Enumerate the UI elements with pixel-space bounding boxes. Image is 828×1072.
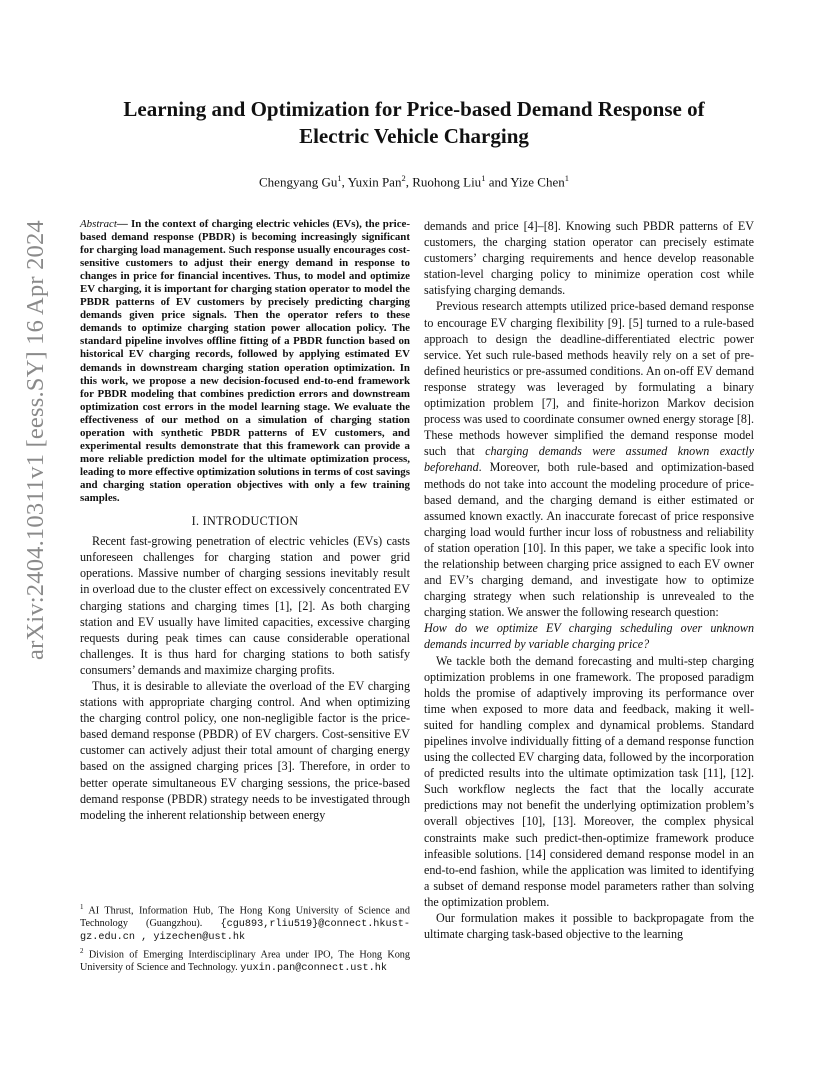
paragraph: Thus, it is desirable to alleviate the overload of the EV charging stations with appropriate charging control. And when optimizing the charging control policy, one non-negligible factor is the price-based demand response (PBDR) of EV chargers. Cost-sensitive EV customer can actively adjust their total amount of charging energy based on the assigned charging prices [3]. Therefore, in order to better operate simultaneous EV charging sessions, the price-based demand response (PBDR) strategy needs to be investigated through modeling the inherent relationship between energy bbox=[80, 678, 410, 822]
paragraph-text: Previous research attempts utilized price-based demand response to encourage EV charging flexibility [9]. [5] turned to a rule-based approach to design the deadline-differentiated electric power service. Yet such rule-based methods heavily rely on a set of pre-defined heuristics or pre-assumed conditions. An on-off EV demand response strategy was leveraged by formulating a binary optimization problem [7], and finite-horizon Markov decision process was used to coordinate consumer owned energy storage [8]. These methods however simplified the demand response model such that bbox=[424, 299, 754, 459]
author-affiliation: 1 bbox=[481, 173, 486, 183]
author-name: Ruohong Liu bbox=[412, 174, 482, 190]
author-list bbox=[80, 173, 748, 190]
research-question: How do we optimize EV charging scheduling over unknown demands incurred by variable charging price? bbox=[424, 621, 754, 652]
paragraph: Our formulation makes it possible to backpropagate from the ultimate charging task-based objective to the learning bbox=[424, 911, 754, 942]
author-name: Yize Chen bbox=[510, 174, 565, 190]
paragraph bbox=[424, 298, 754, 620]
left-column bbox=[80, 218, 410, 823]
footnote-2 bbox=[80, 945, 410, 975]
abstract-text: — In the context of charging electric vehicles (EVs), the price-based demand response (PBDR) is becoming increasingly significant for charging load management. Such response usually encourages cost-sensitive customers to adjust their energy demand in response to changes in price for financial incentives. Thus, to model and optimize EV charging, it is important for charging station operator to model the PBDR patterns of EV customers by precisely predicting charging demands given price signals. Then the operator refers to these demands to optimize charging station power allocation policy. The standard pipeline involves offline fitting of a PBDR function based on historical EV charging records, followed by applying estimated EV demands in downstream charging station operation optimization. In this work, we propose a new decision-focused end-to-end framework for PBDR modeling that combines prediction errors and downstream optimization cost errors in the model learning stage. We evaluate the effectiveness of our method on a simulation of charging station operation with synthetic PBDR patterns of EV customers, and experimental results demonstrate that this framework can provide a more reliable prediction model for the ultimate optimization process, leading to more effective optimization solutions in terms of cost savings and charging station operation objectives with only a few training samples. bbox=[80, 218, 410, 504]
author-affiliation: 1 bbox=[564, 173, 569, 183]
right-column bbox=[424, 218, 754, 942]
separator: , bbox=[405, 174, 413, 190]
abstract-label: Abstract bbox=[80, 218, 117, 230]
author-affiliation: 2 bbox=[401, 173, 406, 183]
footnote-text: Division of Emerging Interdisciplinary Area under IPO, The Hong Kong University of Science and Technology. bbox=[80, 949, 410, 973]
footnote-email: yuxin.pan@connect.ust.hk bbox=[240, 962, 387, 974]
author-name: Yuxin Pan bbox=[347, 174, 402, 190]
separator: , bbox=[341, 174, 348, 190]
author-affiliation: 1 bbox=[337, 173, 342, 183]
footnote-1 bbox=[80, 901, 410, 945]
footnote-mark: 2 bbox=[80, 946, 84, 955]
emphasis-text: charging demands were assumed known exactly beforehand bbox=[424, 444, 754, 475]
paragraph: Recent fast-growing penetration of electric vehicles (EVs) casts unforeseen challenges for charging station and power grid operations. Massive number of charging sessions inevitably result in overload due to the cluster effect on excessively concentrated EV charging stations and charging times [1], [2]. As both charging station and EV usually have limited capacities, excessive charging requests during peak times can cause considerable operational challenges. It is thus hard for charging stations to both satisfy consumers’ demands and maximize charging profits. bbox=[80, 534, 410, 677]
paragraph-text: . Moreover, both rule-based and optimization-based methods do not take into account the modeling procedure of price-based demand, and the charging demand is either estimated or assumed known exactly. An inaccurate forecast of price responsive charging load would further incur loss of robustness and reliability of station operation [10]. In this paper, we take a specific look into the relationship between charging price assigned to each EV owner and EV’s charging demand, and investigate how to optimize charging strategy when such relationship is unrevealed to the charging station. We answer the following research question: bbox=[424, 460, 754, 620]
arxiv-stamp: arXiv:2404.10311v1 [eess.SY] 16 Apr 2024 bbox=[22, 220, 49, 660]
footnote-mark: 1 bbox=[80, 903, 84, 911]
separator: and bbox=[485, 174, 511, 190]
footnote-email: {cgu893,rliu519}@connect.hkust-gz.edu.cn , yizechen@ust.hk bbox=[80, 918, 410, 944]
paper-title bbox=[80, 96, 748, 150]
title-line-1: Learning and Optimization for Price-based Demand Response of bbox=[123, 97, 705, 121]
paragraph: demands and price [4]–[8]. Knowing such PBDR patterns of EV customers, the charging station operator can precisely estimate customers’ charging requirements and hence develop reasonable station-level charging policy to minimize operation cost while satisfying charging demands. bbox=[424, 219, 754, 298]
abstract bbox=[80, 218, 410, 505]
footnotes bbox=[80, 901, 410, 975]
footnote-text: AI Thrust, Information Hub, The Hong Kong University of Science and Technology (Guangzhou). bbox=[80, 905, 410, 929]
paragraph: We tackle both the demand forecasting and multi-step charging optimization problems in one framework. The proposed paradigm holds the promise of adaptively improving its performance over time when exposed to more data and feedback, making it well-suited for handling complex and dynamical problems. Standard pipelines involve individually fitting of a demand response function using the collected EV charging data, followed by the incorporation of predicted results into the ultimate optimization task [11], [12]. Such workflow neglects the fact that the locally accurate predictions may not benefit the underlying optimization problem’s overall objectives [10], [13]. Moreover, the complex physical constraints make such predict-then-optimize framework produce infeasible solutions. [14] considered demand response model in an end-to-end fashion, while the application was limited to identifying a subset of demand response model parameters rather than solving the optimization problem. bbox=[424, 653, 754, 909]
title-line-2: Electric Vehicle Charging bbox=[299, 124, 529, 148]
section-heading: I. INTRODUCTION bbox=[191, 514, 299, 529]
author-name: Chengyang Gu bbox=[259, 174, 338, 190]
